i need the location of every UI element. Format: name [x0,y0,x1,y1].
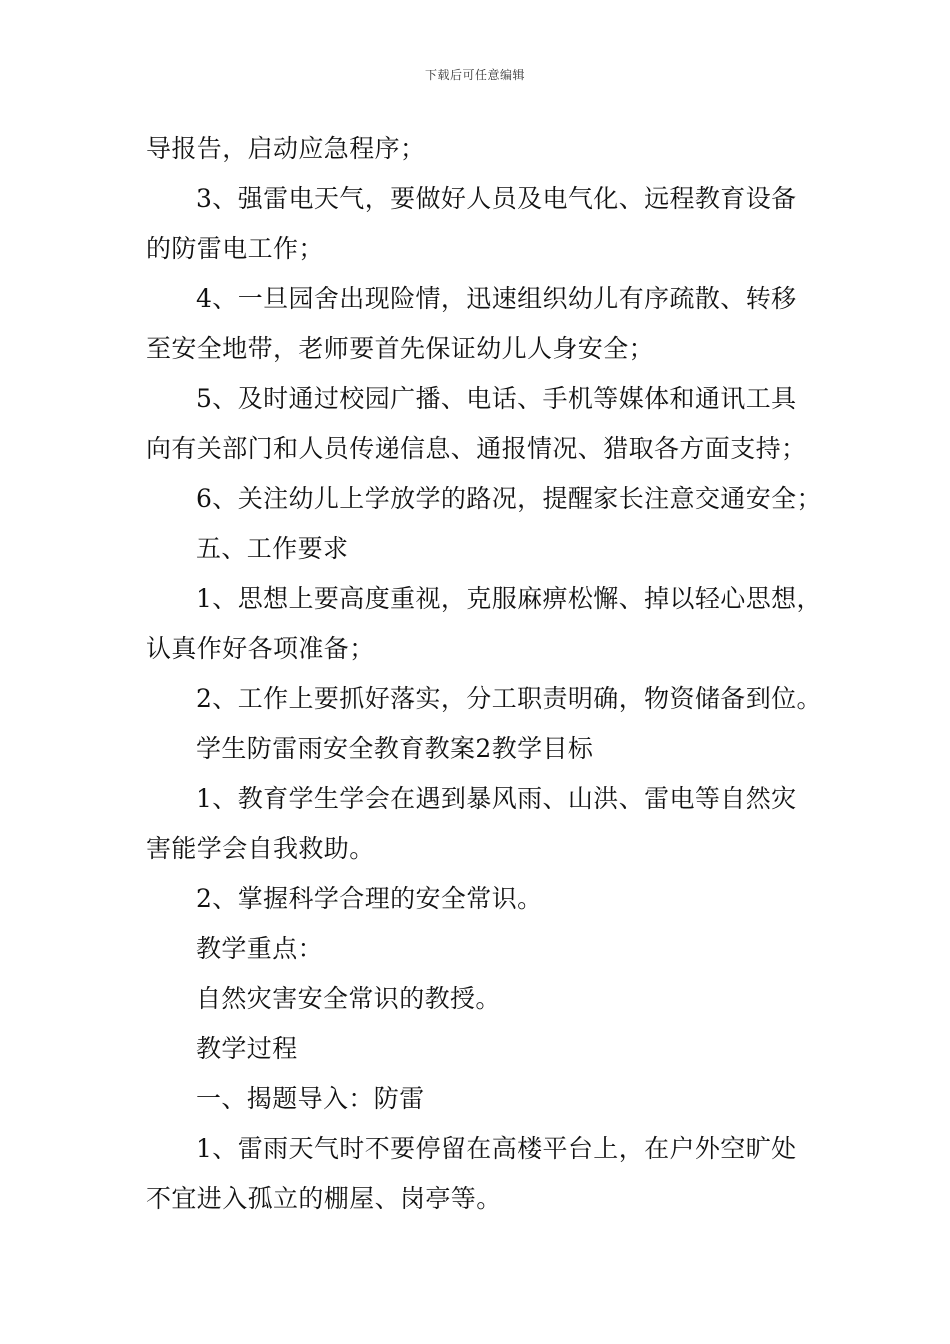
page-header: 下载后可任意编辑 [424,68,525,82]
section-heading: 一、揭题导入：防雷 [196,1084,425,1113]
text-line: 向有关部门和人员传递信息、通报情况、猎取各方面支持； [146,434,807,463]
text-line: 3、强雷电天气，要做好人员及电气化、远程教育设备 [196,184,797,213]
section-heading: 学生防雷雨安全教育教案2教学目标 [196,734,594,763]
text-line: 自然灾害安全常识的教授。 [196,984,501,1013]
text-line: 1、雷雨天气时不要停留在高楼平台上，在户外空旷处 [196,1134,797,1163]
section-heading: 教学过程 [196,1034,298,1063]
text-line: 1、教育学生学会在遇到暴风雨、山洪、雷电等自然灾 [196,784,797,813]
text-line: 不宜进入孤立的棚屋、岗亭等。 [146,1184,502,1213]
text-line: 认真作好各项准备； [146,634,375,663]
text-line: 1、思想上要高度重视，克服麻痹松懈、掉以轻心思想， [196,584,822,613]
text-line: 2、掌握科学合理的安全常识。 [196,884,543,913]
text-line: 导报告，启动应急程序； [146,134,426,163]
document-body [146,124,826,1224]
text-line: 6、关注幼儿上学放学的路况，提醒家长注意交通安全； [196,484,822,513]
text-line: 的防雷电工作； [146,234,324,263]
text-line: 至安全地带，老师要首先保证幼儿人身安全； [146,334,655,363]
text-line: 害能学会自我救助。 [146,834,375,863]
text-line: 4、一旦园舍出现险情，迅速组织幼儿有序疏散、转移 [196,284,797,313]
text-line: 2、工作上要抓好落实，分工职责明确，物资储备到位。 [196,684,822,713]
section-heading: 教学重点： [196,934,324,963]
section-heading: 五、工作要求 [196,534,349,563]
text-line: 5、及时通过校园广播、电话、手机等媒体和通讯工具 [196,384,797,413]
